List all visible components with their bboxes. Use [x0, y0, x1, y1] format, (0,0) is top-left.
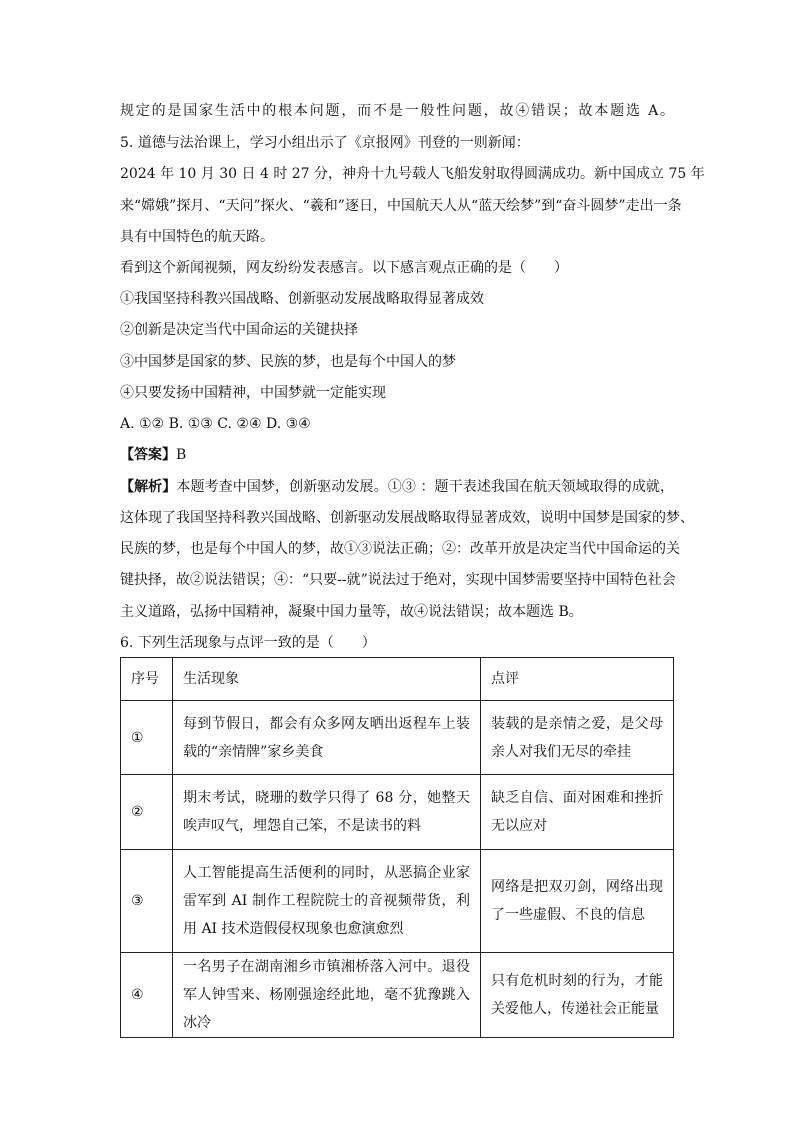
analysis-line: 键抉择，故②说法错误；④：“只要--就”说法过于绝对，实现中国梦需要坚持中国特色社会: [120, 572, 676, 588]
phenomenon-cell: [173, 850, 481, 953]
analysis-line: 这体现了我国坚持科教兴国战略、创新驱动发展战略取得显著成效，说明中国梦是国家的梦、: [120, 510, 694, 526]
phenomenon-text: 期末考试，晓珊的数学只得了 68 分，她整天唉声叹气，埋怨自己笨，不是读书的料: [183, 790, 470, 834]
phenomenon-cell: [173, 953, 481, 1038]
statement-4: ④只要发扬中国精神，中国梦就一定能实现: [120, 385, 386, 401]
comment-text: 装载的是亲情之爱，是父母亲人对我们无尽的牵挂: [491, 715, 663, 760]
statement-3: ③中国梦是国家的梦、民族的梦，也是每个中国人的梦: [120, 354, 456, 370]
analysis-line: 民族的梦，也是每个中国人的梦，故①③说法正确；②：改革开放是决定当代中国命运的关: [120, 541, 680, 557]
question-5-prompt: 看到这个新闻视频，网友纷纷发表感言。以下感言观点正确的是（ ）: [120, 260, 568, 276]
table-row: [121, 775, 674, 850]
question-6-stem: 6. 下列生活现象与点评一致的是（ ）: [120, 635, 376, 651]
label-tag: 【答案】: [120, 447, 176, 463]
row-number: ②: [121, 775, 173, 850]
comment-cell: [481, 701, 674, 775]
phenomenon-cell: [173, 775, 481, 850]
question-5-stem: 5. 道德与法治课上，学习小组出示了《京报网》刊登的一则新闻：: [120, 135, 530, 151]
analysis-line: 主义道路，弘扬中国精神，凝聚中国力量等，故④说法错误；故本题选 B。: [120, 604, 583, 620]
column-header-comment: 点评: [481, 658, 674, 701]
comment-text: 只有危机时刻的行为，才能关爱他人，传递社会正能量: [491, 973, 663, 1017]
column-header-number: 序号: [121, 658, 173, 701]
row-number: ①: [121, 701, 173, 775]
comment-cell: [481, 953, 674, 1038]
phenomenon-text: 一名男子在湖南湘乡市镇湘桥落入河中。退役军人钟雪来、杨刚强途经此地，毫不犹豫跳入冰冷: [183, 959, 470, 1031]
table-row: [121, 850, 674, 953]
phenomenon-text: 每到节假日，都会有众多网友晒出返程车上装载的“亲情牌”家乡美食: [183, 715, 470, 760]
statement-2: ②创新是决定当代中国命运的关键抉择: [120, 322, 358, 338]
comment-text: 网络是把双刃剑，网络出现了一些虚假、不良的信息: [491, 879, 663, 923]
phenomenon-text: 人工智能提高生活便利的同时，从恶搞企业家雷军到 AI 制作工程院院士的音视频带货，利用 AI 技术造假侵权现象也愈演愈烈: [183, 865, 470, 937]
paragraph-line: 规定的是国家生活中的根本问题，而不是一般性问题，故④错误；故本题选 A。: [120, 103, 674, 119]
phenomenon-cell: [173, 701, 481, 775]
news-line: 具有中国特色的航天路。: [120, 229, 274, 245]
answer-line: 【答案】B: [120, 447, 187, 463]
comment-cell: [481, 850, 674, 953]
table-header-row: [121, 658, 674, 701]
table-row: [121, 953, 674, 1038]
comment-text: 缺乏自信、面对困难和挫折无以应对: [491, 790, 663, 834]
analysis-line: 【解析】本题考查中国梦，创新驱动发展。①③ ：题干表述我国在航天领域取得的成就，: [120, 479, 675, 495]
statement-1: ①我国坚持科教兴国战略、创新驱动发展战略取得显著成效: [120, 291, 484, 307]
news-line: 2024 年 10 月 30 日 4 时 27 分，神舟十九号载人飞船发射取得圆满成功。新中国成立 75 年: [120, 166, 705, 182]
news-line: 来“嫦娥”探月、“天问”探火、“羲和”逐日，中国航天人从“蓝天绘梦”到“奋斗圆梦”走出一条: [120, 198, 682, 214]
question-6-table: [120, 657, 674, 1038]
comment-cell: [481, 775, 674, 850]
row-number: ③: [121, 850, 173, 953]
label-tag: 【解析】: [120, 479, 177, 495]
column-header-phenomenon: 生活现象: [173, 658, 481, 701]
table-row: [121, 701, 674, 775]
answer-options: A. ①② B. ①③ C. ②④ D. ③④: [120, 416, 311, 432]
row-number: ④: [121, 953, 173, 1038]
